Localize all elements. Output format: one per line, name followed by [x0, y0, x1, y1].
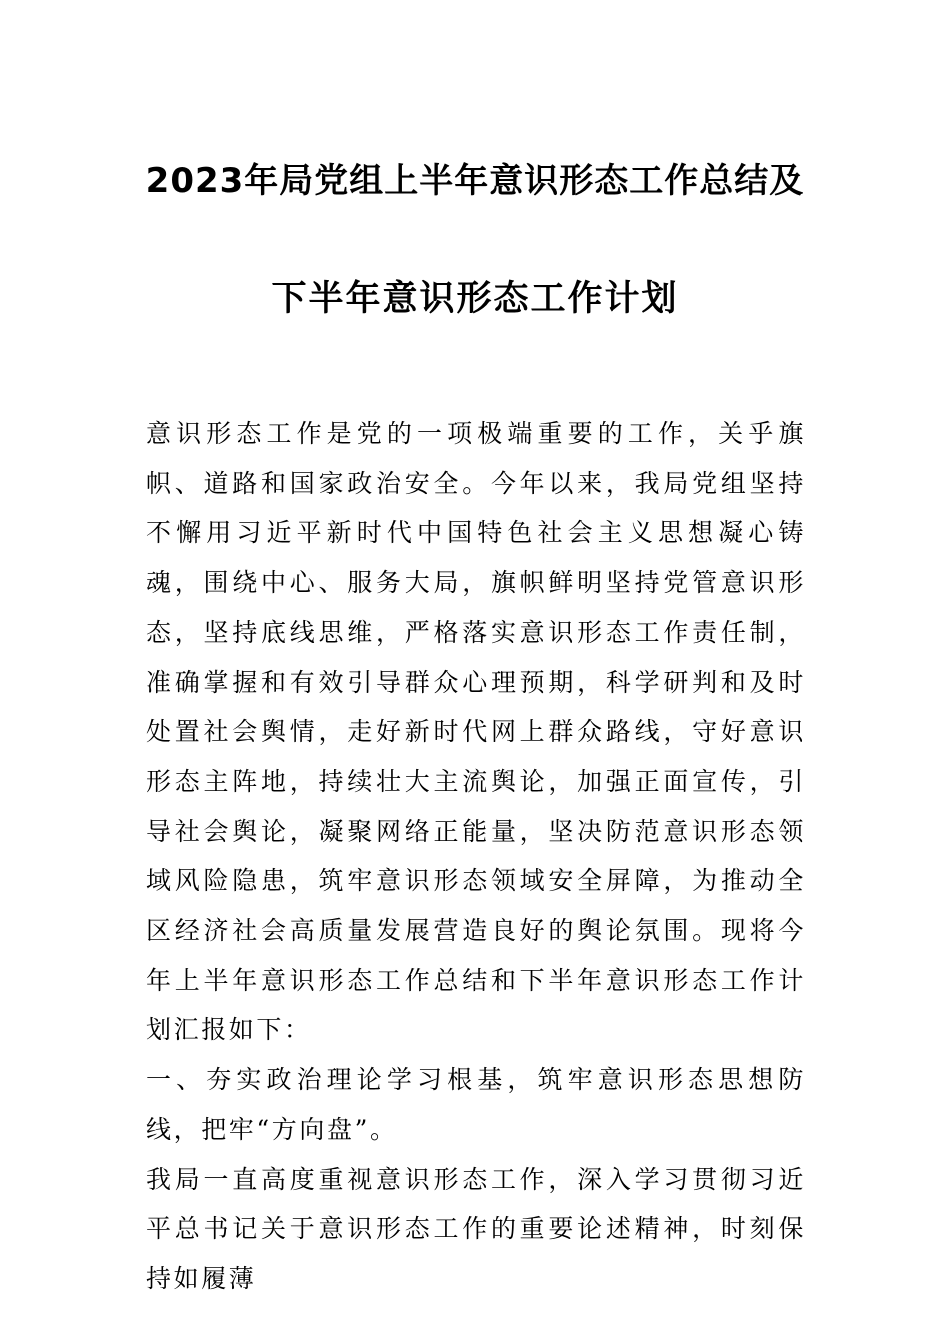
document-title-line-1: 2023年局党组上半年意识形态工作总结及	[145, 161, 805, 201]
paragraph-section-heading-1: 一、夯实政治理论学习根基，筑牢意识形态思想防线，把牢“方向盘”。	[146, 1065, 806, 1144]
document-title-line-2: 下半年意识形态工作计划	[271, 279, 679, 319]
paragraph-intro: 意识形态工作是党的一项极端重要的工作，关乎旗帜、道路和国家政治安全。今年以来，我局党组坚持不懈用习近平新时代中国特色社会主义思想凝心铸魂，围绕中心、服务大局，旗帜鲜明坚持党管意识形态，坚持底线思维，严格落实意识形态工作责任制，准确掌握和有效引导群众心理预期，科学研判和及时处置社会舆情，走好新时代网上群众路线，守好意识形态主阵地，持续壮大主流舆论，加强正面宣传，引导社会舆论，凝聚网络正能量，坚决防范意识形态领域风险隐患，筑牢意识形态领域安全屏障，为推动全区经济社会高质量发展营造良好的舆论氛围。现将今年上半年意识形态工作总结和下半年意识形态工作计划汇报如下：	[146, 419, 806, 1045]
document-body	[146, 409, 806, 1304]
paragraph-section-1-body: 我局一直高度重视意识形态工作，深入学习贯彻习近平总书记关于意识形态工作的重要论述精神，时刻保持如履薄	[146, 1164, 806, 1293]
